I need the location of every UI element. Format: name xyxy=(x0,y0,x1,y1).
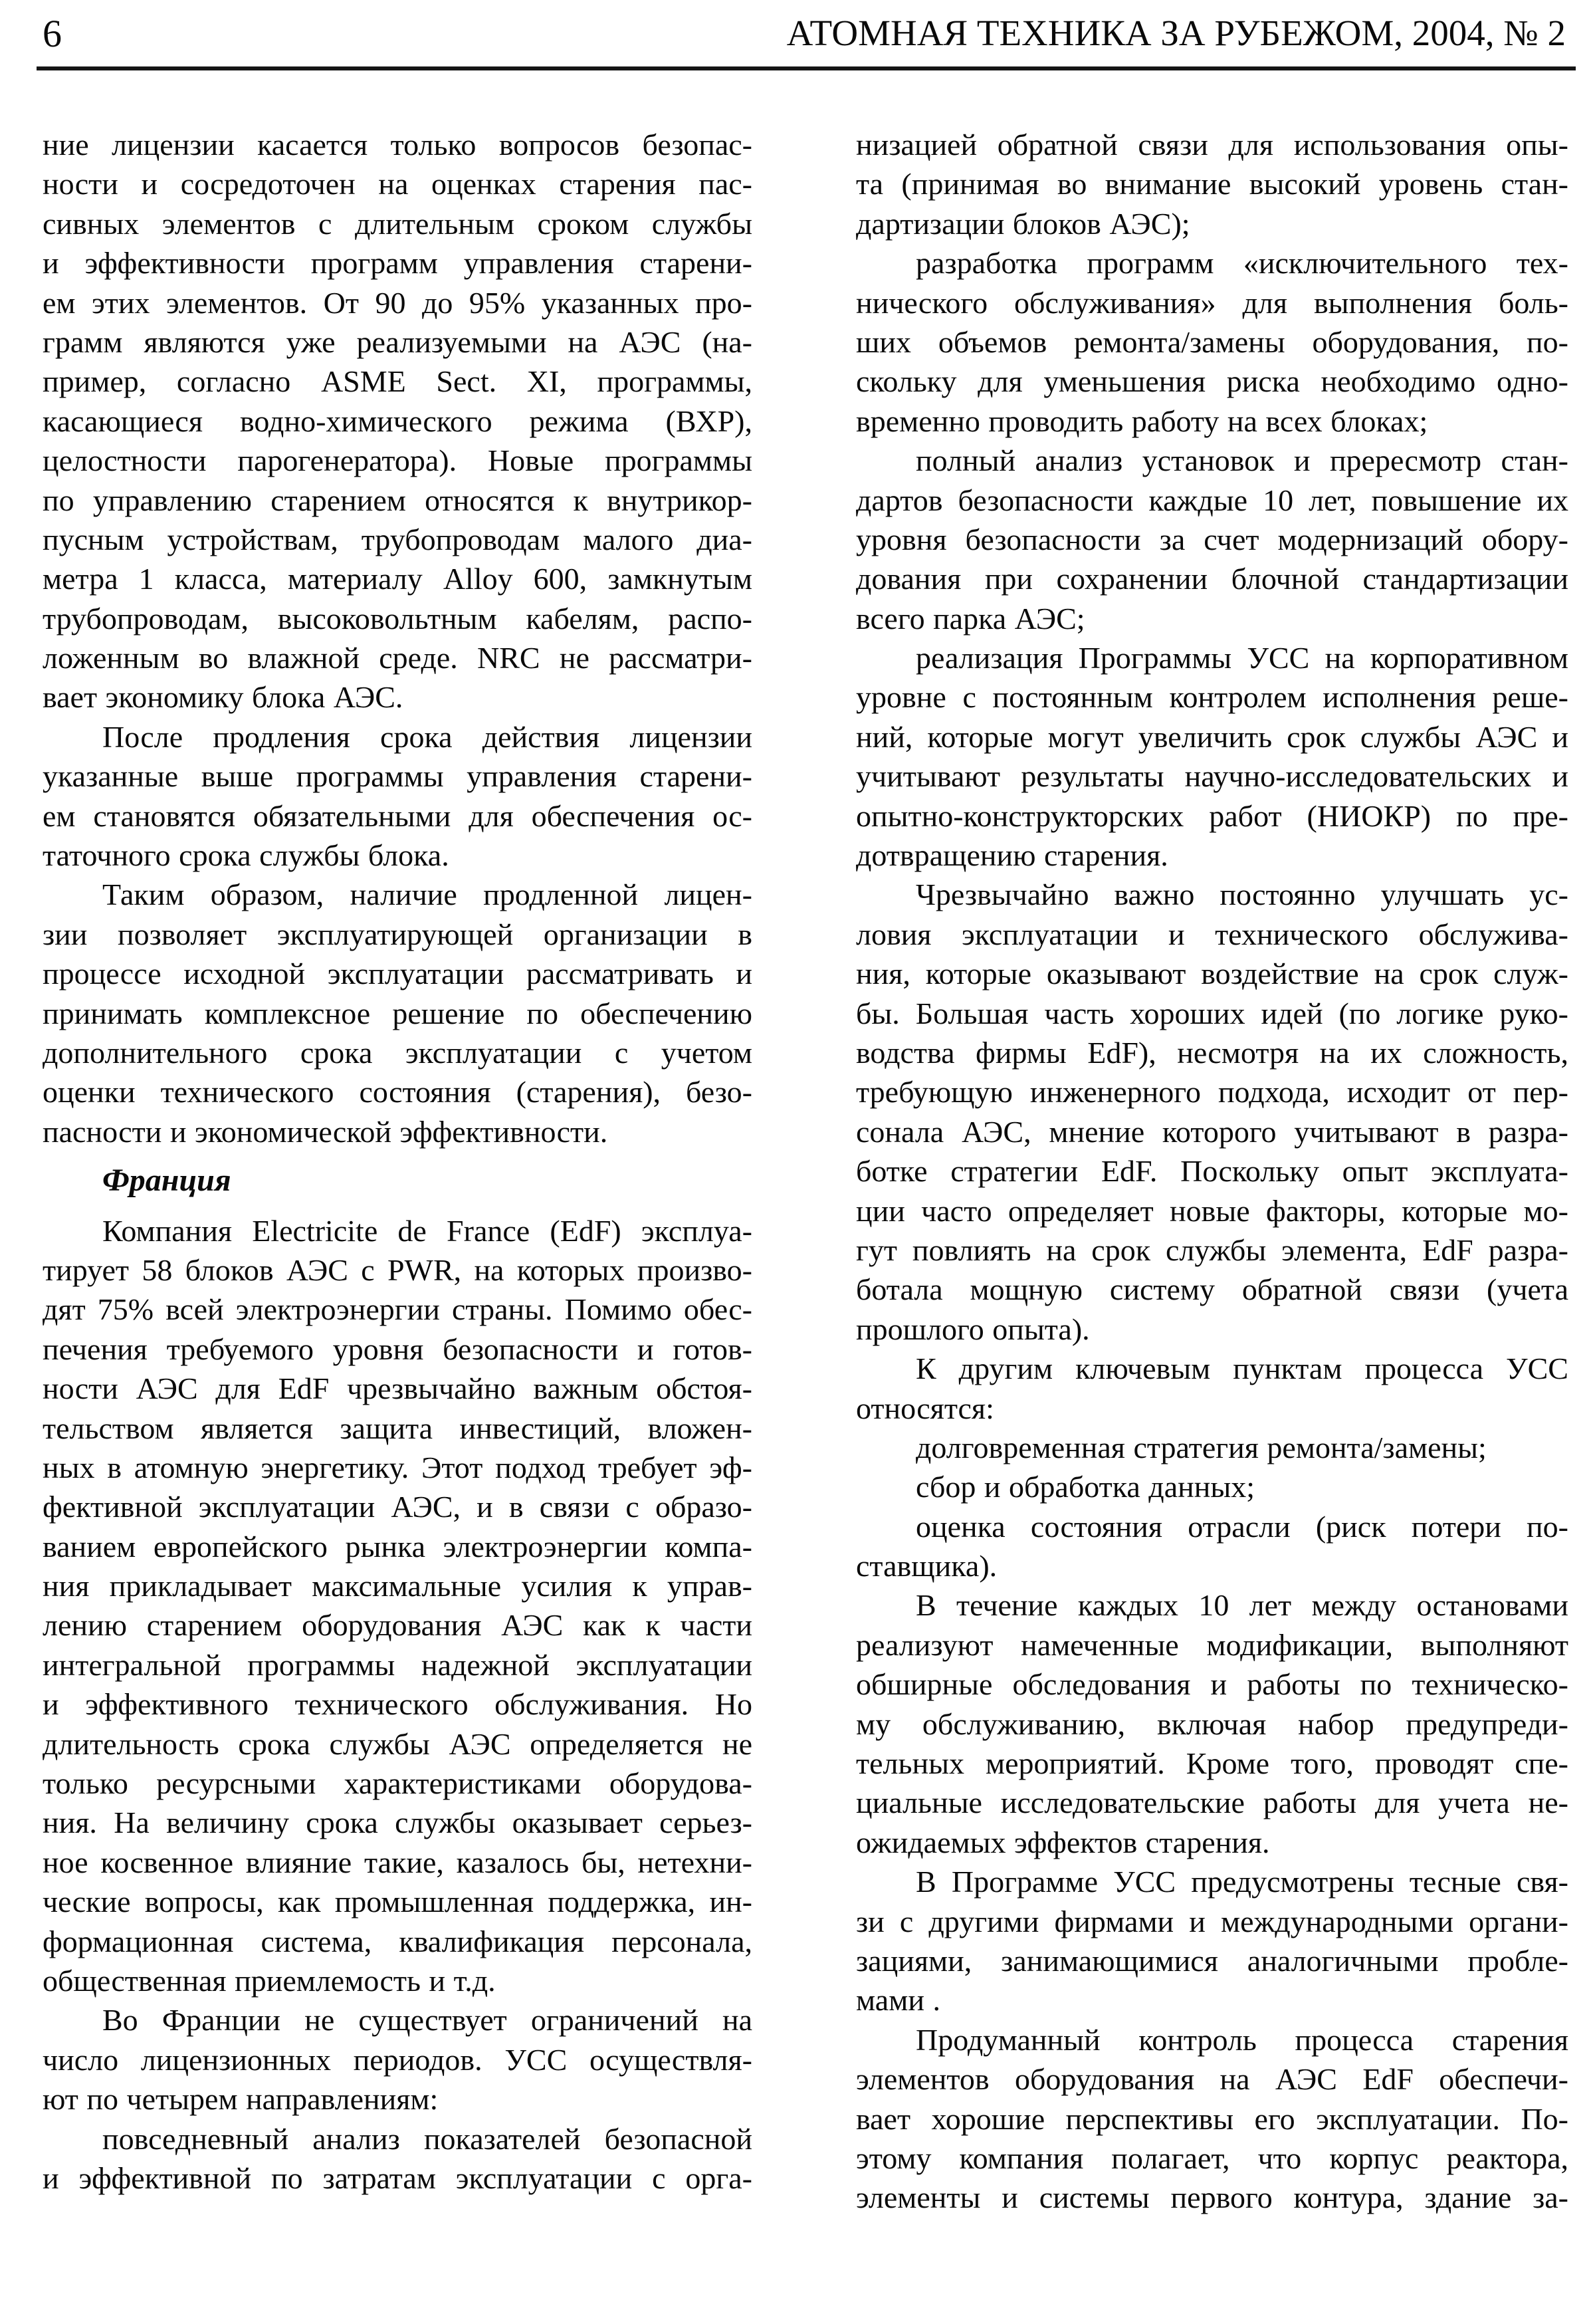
text-line: ложенным во влажной среде. NRC не рассматри- xyxy=(43,641,752,675)
text-line: ботала мощную систему обратной связи (учета xyxy=(856,1272,1568,1307)
text-line: вает хорошие перспективы его эксплуатации. По- xyxy=(856,2101,1568,2136)
text-line: ности АЭС для EdF чрезвычайно важным обстоя- xyxy=(43,1371,752,1406)
text-line: таточного срока службы блока. xyxy=(43,838,449,873)
text-line: ботке стратегии EdF. Поскольку опыт эксплуата- xyxy=(856,1154,1568,1189)
text-line: целостности парогенератора). Новые программы xyxy=(43,443,752,478)
text-line: Чрезвычайно важно постоянно улучшать ус- xyxy=(916,877,1568,912)
text-line: Во Франции не существует ограничений на xyxy=(102,2003,752,2037)
text-line: сбор и обработка данных; xyxy=(916,1470,1255,1504)
text-line: и эффективной по затратам эксплуатации с орга- xyxy=(43,2160,752,2195)
text-line: В Программе УСС предусмотрены тесные свя- xyxy=(916,1865,1568,1899)
text-line: уровне с постоянным контролем исполнения реше- xyxy=(856,680,1568,715)
text-line: После продления срока действия лицензии xyxy=(102,719,752,754)
text-line: тельных мероприятий. Кроме того, проводят спе- xyxy=(856,1746,1568,1781)
text-line: дартизации блоков АЭС); xyxy=(856,206,1190,241)
text-line: тирует 58 блоков АЭС с PWR, на которых произво- xyxy=(43,1252,752,1287)
text-line: трубопроводам, высоковольтным кабелям, распо- xyxy=(43,601,752,636)
text-line: сонала АЭС, мнение которого учитывают в разра- xyxy=(856,1114,1568,1149)
text-line: прошлого опыта). xyxy=(856,1312,1090,1346)
text-line: мами . xyxy=(856,1983,940,2018)
text-line: элементы и системы первого контура, здание за- xyxy=(856,2180,1568,2215)
right-column xyxy=(856,125,1568,2218)
text-line: число лицензионных периодов. УСС осуществля- xyxy=(43,2042,752,2077)
text-line: циальные исследовательские работы для учета не- xyxy=(856,1786,1568,1820)
text-line: дования при сохранении блочной стандартизации xyxy=(856,562,1568,596)
text-line: низацией обратной связи для использования опы- xyxy=(856,128,1568,162)
text-line: ем этих элементов. От 90 до 95% указанных про- xyxy=(43,285,752,320)
text-line: только ресурсными характеристиками оборудова- xyxy=(43,1766,752,1801)
text-line: долговременная стратегия ремонта/замены; xyxy=(916,1430,1487,1464)
text-line: зии позволяет эксплуатирующей организации в xyxy=(43,917,752,951)
text-line: сивных элементов с длительным сроком службы xyxy=(43,206,752,241)
text-line: требующую инженерного подхода, исходит от пер- xyxy=(856,1075,1568,1109)
text-line: лению старением оборудования АЭС как к части xyxy=(43,1608,752,1643)
text-line: дят 75% всей электроэнергии страны. Помимо обес- xyxy=(43,1292,752,1327)
text-line: нического обслуживания» для выполнения боль- xyxy=(856,285,1568,320)
text-line: касающиеся водно-химического режима (ВХР), xyxy=(43,404,752,438)
text-line: гут повлиять на срок службы элемента, EdF разра- xyxy=(856,1232,1568,1267)
text-line: ческие вопросы, как промышленная поддержка, ин- xyxy=(43,1885,752,1919)
section-heading: Франция xyxy=(102,1163,231,1199)
text-line: реализация Программы УСС на корпоративном xyxy=(916,641,1568,675)
text-line: ное косвенное влияние такие, казалось бы, нетехни- xyxy=(43,1845,752,1879)
text-line: скольку для уменьшения риска необходимо одно- xyxy=(856,364,1568,399)
text-line: ных в атомную энергетику. Этот подход требует эф- xyxy=(43,1450,752,1484)
text-line: и эффективности программ управления старени- xyxy=(43,246,752,281)
text-line: му обслуживанию, включая набор предупреди- xyxy=(856,1706,1568,1741)
header-rule xyxy=(37,66,1576,70)
text-line: длительность срока службы АЭС определяется не xyxy=(43,1726,752,1761)
text-line: К другим ключевым пунктам процесса УСС xyxy=(916,1351,1568,1386)
text-line: повседневный анализ показателей безопасной xyxy=(102,2121,752,2156)
text-line: зи с другими фирмами и международными органи- xyxy=(856,1904,1568,1938)
text-line: фективной эксплуатации АЭС, и в связи с образо- xyxy=(43,1490,752,1524)
text-line: разработка программ «исключительного тех- xyxy=(916,246,1568,281)
text-line: всего парка АЭС; xyxy=(856,601,1085,636)
text-line: ожидаемых эффектов старения. xyxy=(856,1825,1270,1859)
text-line: ние лицензии касается только вопросов безопас- xyxy=(43,128,752,162)
text-line: вает экономику блока АЭС. xyxy=(43,680,403,715)
text-line: водства фирмы EdF), несмотря на их сложность, xyxy=(856,1035,1568,1070)
text-line: тельством является защита инвестиций, вложен- xyxy=(43,1411,752,1445)
text-line: уровня безопасности за счет модернизаций обору- xyxy=(856,522,1568,556)
text-line: бы. Большая часть хороших идей (по логике руко- xyxy=(856,996,1568,1030)
text-line: оценка состояния отрасли (риск потери по- xyxy=(916,1509,1568,1544)
text-line: пусным устройствам, трубопроводам малого диа- xyxy=(43,522,752,556)
text-line: ют по четырем направлениям: xyxy=(43,2082,439,2117)
text-line: оценки технического состояния (старения), безо- xyxy=(43,1075,752,1109)
text-line: относятся: xyxy=(856,1391,994,1425)
text-line: учитывают результаты научно-исследовательских и xyxy=(856,759,1568,794)
text-line: Продуманный контроль процесса старения xyxy=(916,2022,1568,2057)
text-line: общественная приемлемость и т.д. xyxy=(43,1963,496,1998)
text-line: пасности и экономической эффективности. xyxy=(43,1114,608,1149)
text-line: ловия эксплуатации и технического обслужива- xyxy=(856,917,1568,951)
text-line: процессе исходной эксплуатации рассматривать и xyxy=(43,957,752,991)
text-line: ем становятся обязательными для обеспечения ос- xyxy=(43,798,752,833)
text-line: ний, которые могут увеличить срок службы АЭС и xyxy=(856,719,1568,754)
text-line: элементов оборудования на АЭС EdF обеспечи- xyxy=(856,2062,1568,2097)
text-line: зациями, занимающимися аналогичными пробле- xyxy=(856,1943,1568,1978)
text-line: временно проводить работу на всех блоках; xyxy=(856,404,1428,438)
text-line: ции часто определяет новые факторы, которые мо- xyxy=(856,1193,1568,1228)
text-line: печения требуемого уровня безопасности и готов- xyxy=(43,1332,752,1366)
text-line: метра 1 класса, материалу Alloy 600, замкнутым xyxy=(43,562,752,596)
text-line: Компания Electricite de France (EdF) эксплуа- xyxy=(102,1213,752,1248)
text-line: ния. На величину срока службы оказывает серьез- xyxy=(43,1805,752,1840)
text-line: по управлению старением относятся к внутрикор- xyxy=(43,483,752,517)
text-line: реализуют намеченные модификации, выполняют xyxy=(856,1627,1568,1662)
text-line: грамм являются уже реализуемыми на АЭС (на- xyxy=(43,324,752,359)
text-line: ставщика). xyxy=(856,1549,998,1583)
text-line: дополнительного срока эксплуатации с учетом xyxy=(43,1035,752,1070)
journal-title: АТОМНАЯ ТЕХНИКА ЗА РУБЕЖОМ, 2004, № 2 xyxy=(786,13,1566,53)
text-line: формационная система, квалификация персонала, xyxy=(43,1924,752,1958)
text-line: ния, которые оказывают воздействие на срок служ- xyxy=(856,957,1568,991)
text-line: этому компания полагает, что корпус реактора, xyxy=(856,2141,1568,2175)
text-line: пример, согласно ASME Sect. XI, программы, xyxy=(43,364,752,399)
text-line: опытно-конструкторских работ (НИОКР) по пре- xyxy=(856,798,1568,833)
text-line: ния прикладывает максимальные усилия к управ- xyxy=(43,1569,752,1603)
text-line: интегральной программы надежной эксплуатации xyxy=(43,1647,752,1682)
text-line: указанные выше программы управления старени- xyxy=(43,759,752,794)
text-line: В течение каждых 10 лет между остановами xyxy=(916,1588,1568,1623)
text-line: принимать комплексное решение по обеспечению xyxy=(43,996,752,1030)
text-line: и эффективного технического обслуживания. Но xyxy=(43,1687,752,1722)
text-line: ности и сосредоточен на оценках старения пас- xyxy=(43,167,752,201)
text-line: полный анализ установок и прересмотр стан- xyxy=(916,443,1568,478)
text-line: обширные обследования и работы по техническо- xyxy=(856,1667,1568,1702)
text-line: дотвращению старения. xyxy=(856,838,1168,873)
text-line: дартов безопасности каждые 10 лет, повышение их xyxy=(856,483,1568,517)
text-line: ших объемов ремонта/замены оборудования, по- xyxy=(856,324,1568,359)
text-line: та (принимая во внимание высокий уровень стан- xyxy=(856,167,1568,201)
text-line: Таким образом, наличие продленной лицен- xyxy=(102,877,752,912)
left-column xyxy=(43,125,752,2198)
text-line: ванием европейского рынка электроэнергии компа- xyxy=(43,1529,752,1564)
page-number: 6 xyxy=(43,12,62,55)
